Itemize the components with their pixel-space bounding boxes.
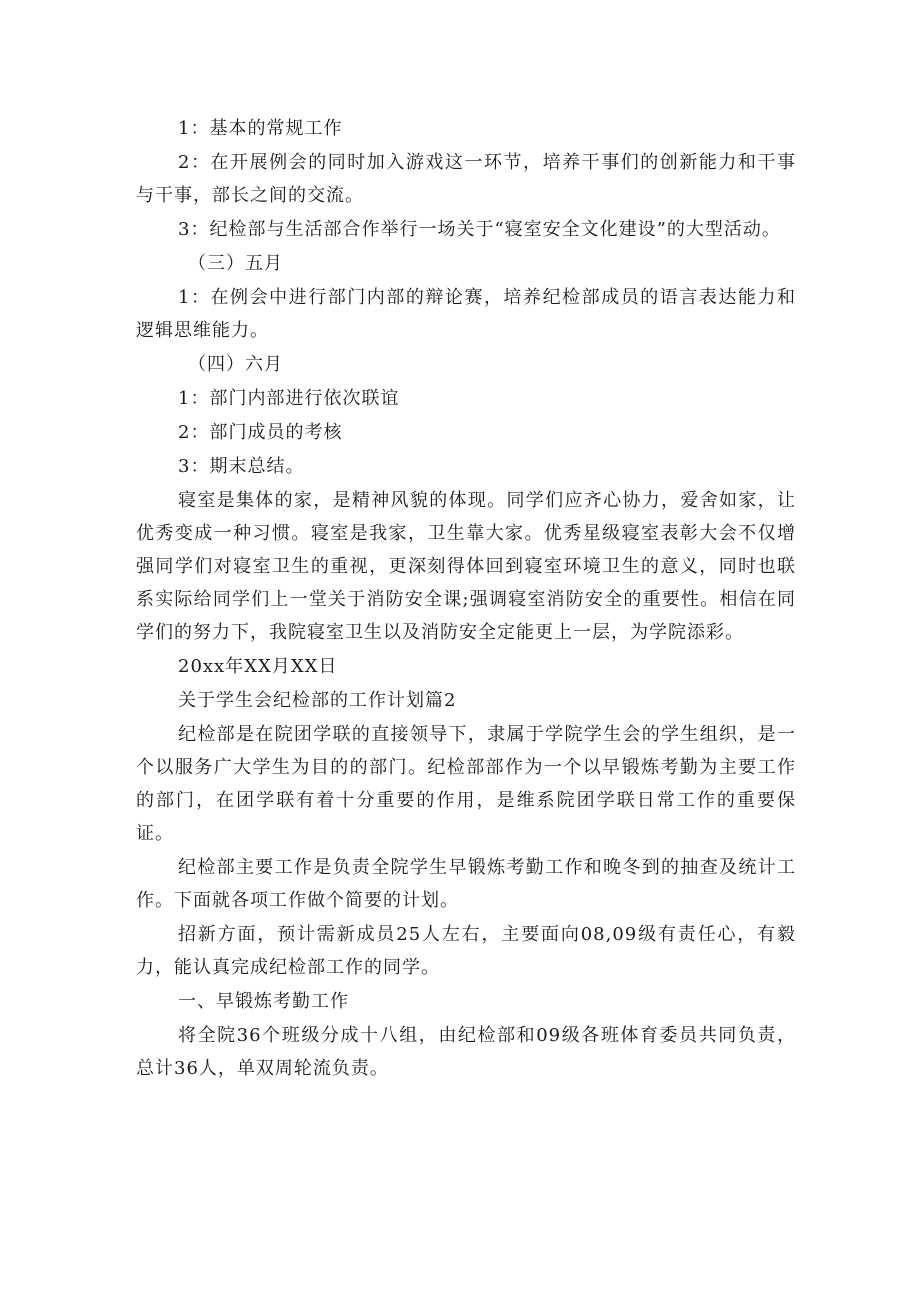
article-title: 关于学生会纪检部的工作计划篇2 xyxy=(178,690,457,711)
paragraph: 2：部门成员的考核 xyxy=(178,422,343,443)
paragraph: 1：在例会中进行部门内部的辩论赛，培养纪检部成员的语言表达能力和逻辑思维能力。 xyxy=(136,287,796,341)
section-heading: （三）五月 xyxy=(188,253,283,274)
paragraph: 纪检部主要工作是负责全院学生早锻炼考勤工作和晚冬到的抽查及统计工作。下面就各项工作做个简要的计划。 xyxy=(136,857,796,911)
paragraph: 3：纪检部与生活部合作举行一场关于“寝室安全文化建设”的大型活动。 xyxy=(178,219,781,240)
section-heading: （四）六月 xyxy=(188,354,283,375)
paragraph: 3：期末总结。 xyxy=(178,456,305,477)
date-line: 20xx年XX月XX日 xyxy=(178,656,338,677)
paragraph: 纪检部是在院团学联的直接领导下，隶属于学院学生会的学生组织，是一个以服务广大学生为目的的部门。纪检部部作为一个以早锻炼考勤为主要工作的部门，在团学联有着十分重要的作用，是维系院团学联日常工作的重要保证。 xyxy=(136,724,796,844)
paragraph: 1：基本的常规工作 xyxy=(178,118,343,139)
paragraph: 招新方面，预计需新成员25人左右，主要面向08,09级有责任心，有毅力，能认真完成纪检部工作的同学。 xyxy=(136,924,796,978)
section-heading: 一、早锻炼考勤工作 xyxy=(178,991,349,1012)
paragraph: 寝室是集体的家，是精神风貌的体现。同学们应齐心协力，爱舍如家，让优秀变成一种习惯。寝室是我家，卫生靠大家。优秀星级寝室表彰大会不仅增强同学们对寝室卫生的重视，更深刻得体回到寝室环境卫生的意义，同时也联系实际给同学们上一堂关于消防安全课;强调寝室消防安全的重要性。相信在同学们的努力下，我院寝室卫生以及消防安全定能更上一层，为学院添彩。 xyxy=(136,490,796,643)
paragraph: 1：部门内部进行依次联谊 xyxy=(178,388,400,409)
paragraph: 将全院36个班级分成十八组，由纪检部和09级各班体育委员共同负责，总计36人，单双周轮流负责。 xyxy=(136,1025,796,1079)
paragraph: 2：在开展例会的同时加入游戏这一环节，培养干事们的创新能力和干事与干事，部长之间的交流。 xyxy=(136,152,796,206)
